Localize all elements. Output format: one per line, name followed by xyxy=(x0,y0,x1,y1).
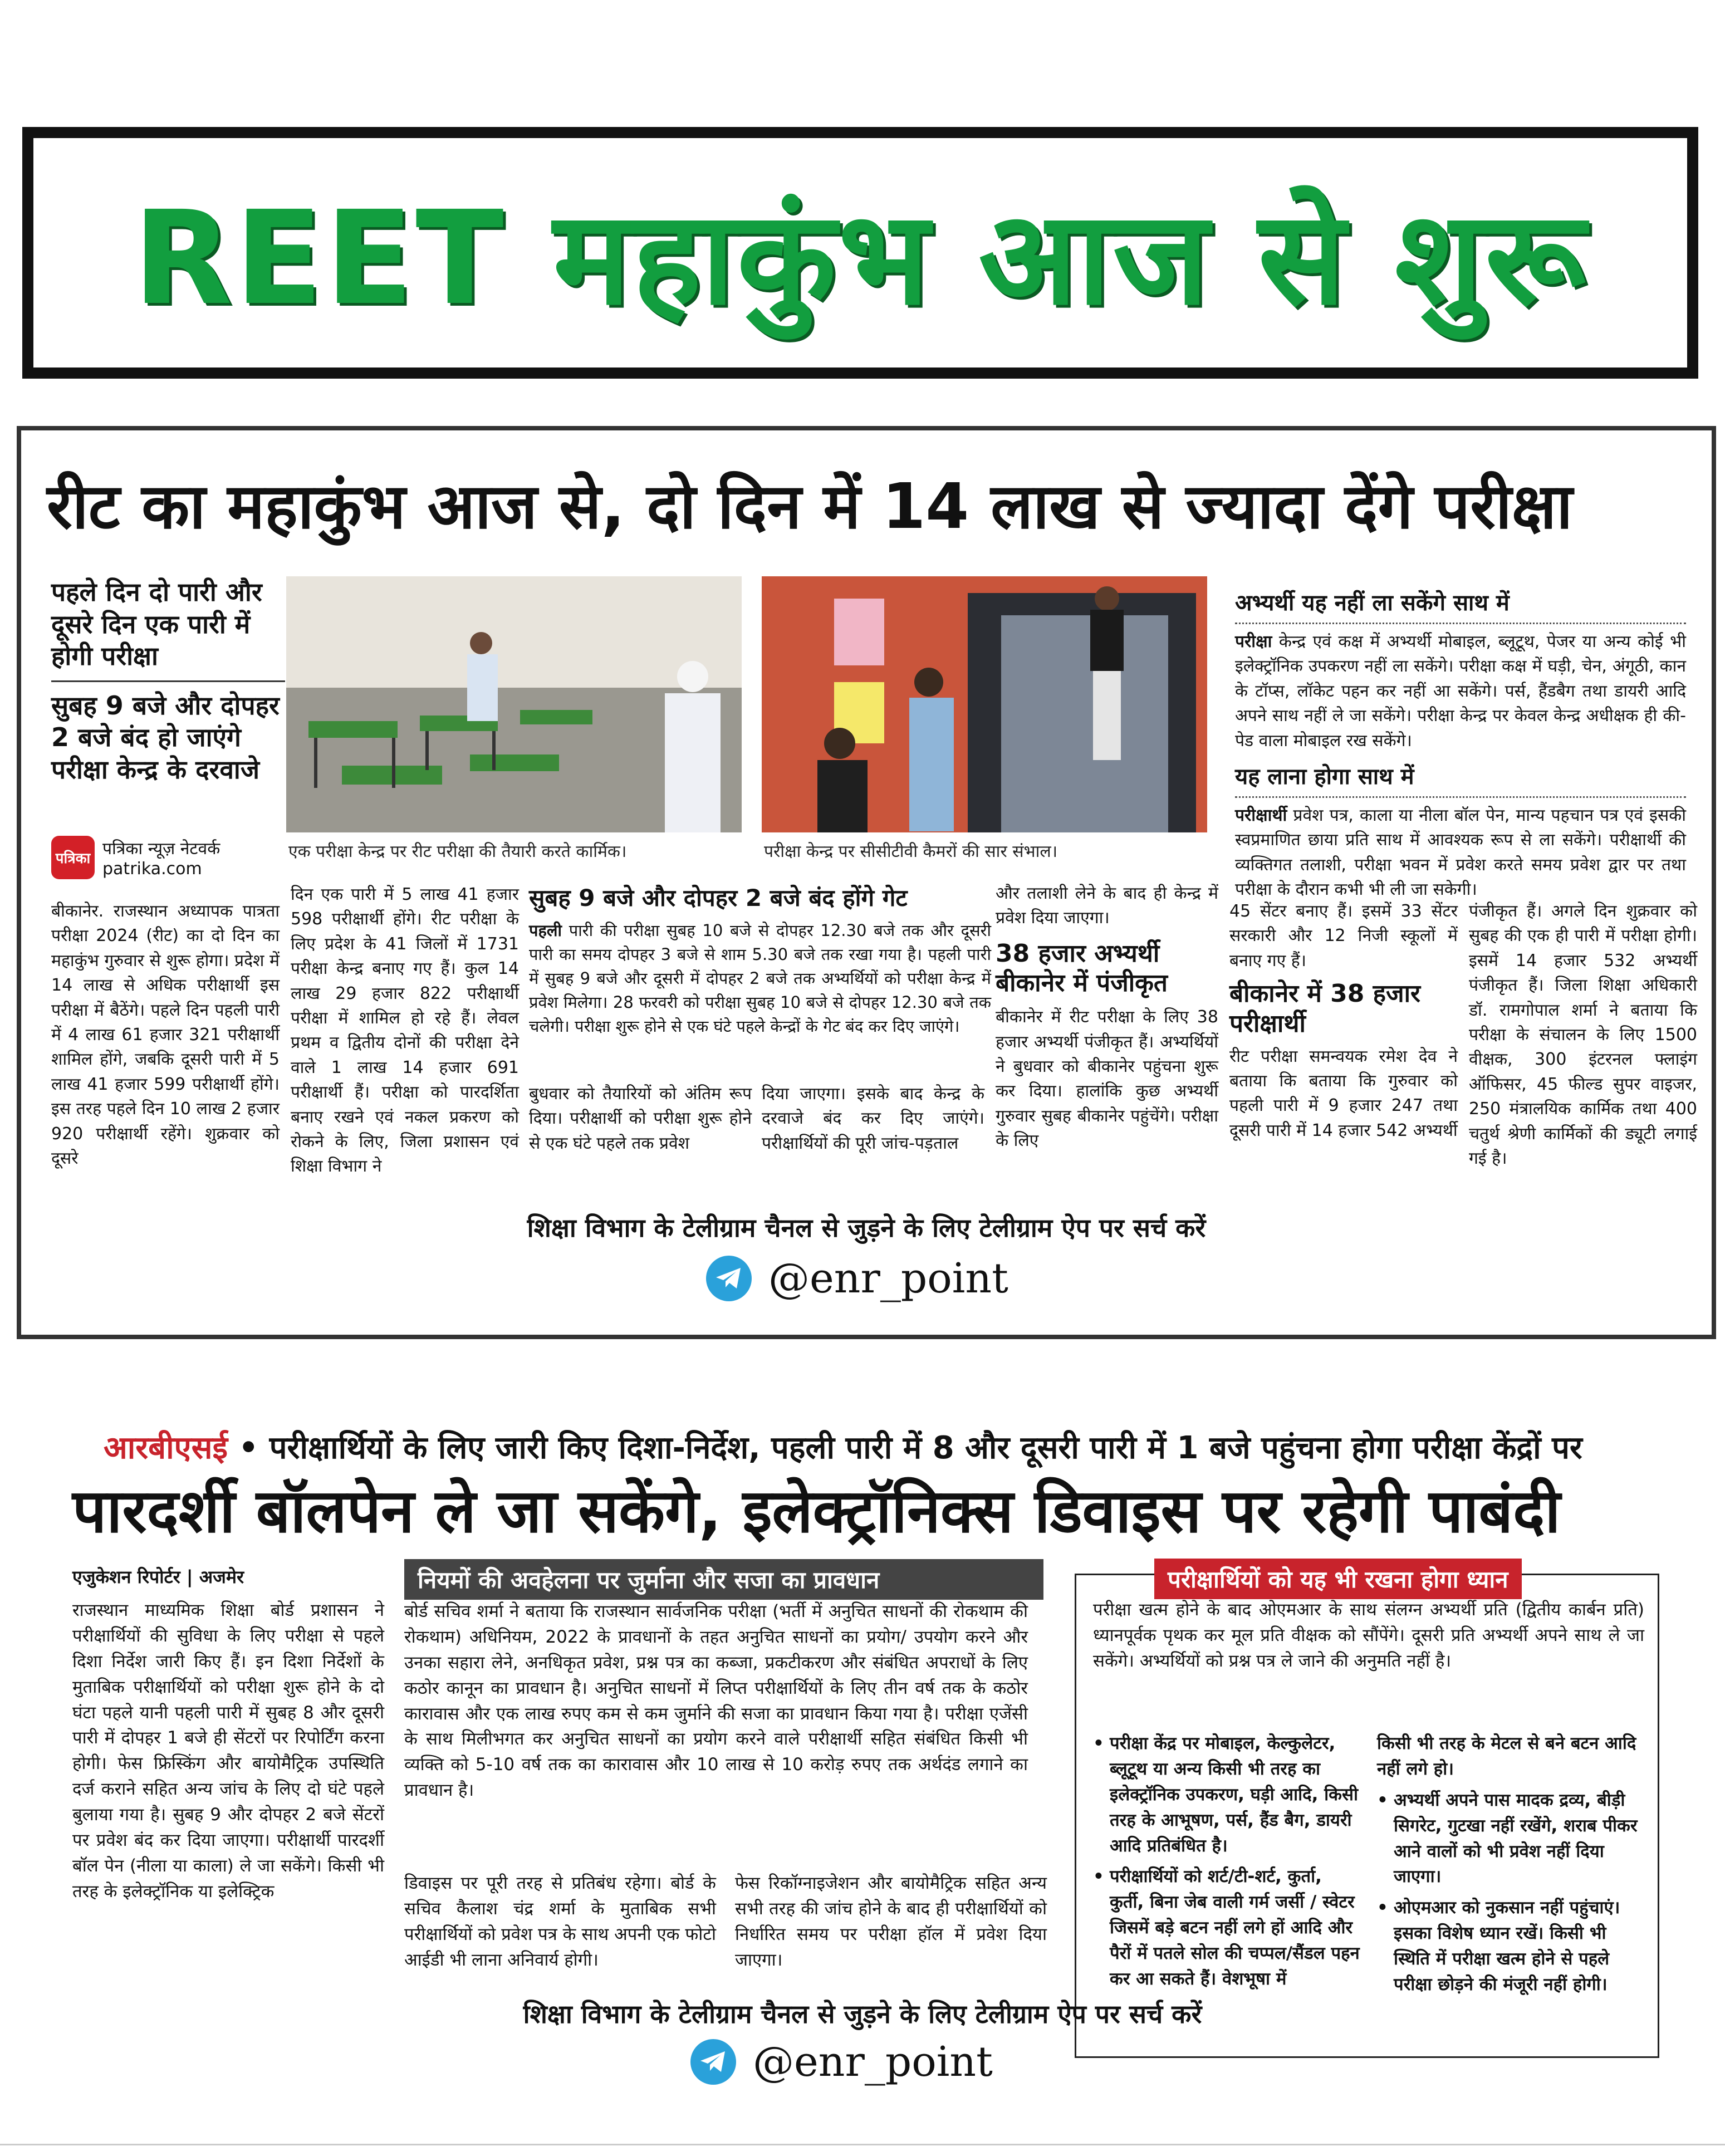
col5-head: 38 हजार अभ्यर्थी बीकानेर में पंजीकृत xyxy=(996,939,1168,998)
clip2-col-1: राजस्थान माध्यमिक शिक्षा बोर्ड प्रशासन ने परीक्षार्थियों की सुविधा के लिए परीक्षा से पहले दिशा निर्देश जारी किए हैं। इन दिशा निर्देशों के मुताबिक परीक्षार्थियों को परीक्षा शुरू होने के दो घंटा पहले यानी पहली पारी में सुबह 8 और दूसरी पारी में दोपहर 1 बजे ही सेंटरों पर रिपोर्टिंग करना होगी। फेस फ्रिस्किंग और बायोमैट्रिक उपस्थिति दर्ज कराने सहित अन्य जांच के लिए दो घंटे पहले बुलाया गया है। सुबह 9 और दोपहर 2 बजे सेंटरों पर प्रवेश बंद कर दिया जाएगा। परीक्षार्थी पारदर्शी बॉल पेन (नीला या काला) ले जा सकेंगे। किसी भी तरह के इलेक्ट्रॉनिक या इलेक्ट्रिक xyxy=(72,1600,384,1902)
lead-word: परीक्षार्थी xyxy=(1235,805,1287,825)
title-banner xyxy=(22,127,1698,379)
right-text-2 xyxy=(1235,803,1686,903)
text: केन्द्र एवं कक्ष में अभ्यर्थी मोबाइल, ब्लूटूथ, पेजर या अन्य कोई भी इलेक्ट्रॉनिक उपकरण नहीं ला सकेंगे। परीक्षा कक्ष में घड़ी, चेन, अंगूठी, कान के टॉप्स, लॉकेट पहन कर नहीं आ सकेंगे। पर्स, हैंडबैग तथा डायरी आदि अपने साथ नहीं ले जा सकेंगे। परीक्षा केन्द्र पर केवल केन्द्र अधीक्षक ही की-पेड वाला मोबाइल रख सकेंगे। xyxy=(1235,632,1686,751)
news-clipping-patrika xyxy=(17,426,1716,1339)
bullet-item: • ओएमआर को नुकसान नहीं पहुंचाएं। इसका विशेष ध्यान रखें। किसी भी स्थिति में परीक्षा खत्म होने से पहले परीक्षा छोड़ने की मंजूरी नहीं होगी। xyxy=(1377,1895,1644,1998)
col5-text: बीकानेर में रीट परीक्षा के लिए 38 हजार अभ्यर्थी पंजीकृत हैं। अभ्यर्थियों ने बुधवार को बीकानेर पहुंचना शुरू कर दिया। हालांकि कुछ अभ्यर्थी गुरुवार सुबह बीकानेर पहुंचेंगे। परीक्षा के लिए xyxy=(996,1007,1218,1151)
col6-text: रीट परीक्षा समन्वयक रमेश देव ने बताया कि बताया कि गुरुवार को पहली पारी में 9 हजार 247 तथा दूसरी पारी में 14 हजार 542 अभ्यर्थी xyxy=(1229,1046,1458,1140)
divider xyxy=(1235,623,1686,624)
cctv-illustration xyxy=(762,576,1207,832)
right-bar: परीक्षार्थियों को यह भी रखना होगा ध्यान xyxy=(1154,1559,1522,1599)
clip2-byline: एजुकेशन रिपोर्टर | अजमेर xyxy=(72,1566,244,1587)
lead-word: पहली xyxy=(529,921,562,940)
photo1-caption: एक परीक्षा केन्द्र पर रीट परीक्षा की तैयारी करते कार्मिक। xyxy=(288,842,627,861)
site-name: patrika.com xyxy=(102,859,202,879)
bullet-item: • परीक्षा केंद्र पर मोबाइल, केल्कुलेटर, ब्लूटूथ या अन्य किसी भी तरह का इलेक्ट्रॉनिक उपकरण, घड़ी आदि, किसी तरह के आभूषण, पर्स, हैंड बैग, डायरी आदि प्रतिबंधित है। xyxy=(1093,1731,1360,1859)
clip2-right-box xyxy=(1075,1566,1659,2058)
kicker-bullet: • xyxy=(227,1430,269,1466)
telegram-handle[interactable]: @enr_point xyxy=(768,1255,1008,1302)
telegram-handle[interactable]: @enr_point xyxy=(753,2038,993,2086)
clip2-cta: शिक्षा विभाग के टेलीग्राम चैनल से जुड़ने के लिए टेलीग्राम ऐप पर सर्च करें xyxy=(523,1999,1202,2029)
mid-head: सुबह 9 बजे और दोपहर 2 बजे बंद होंगे गेट xyxy=(529,884,908,912)
bullets-right xyxy=(1377,1731,1644,2003)
clip1-col-4: दिया जाएगा। इसके बाद केन्द्र के दरवाजे बंद कर दिए जाएंगे। परीक्षार्थियों की पूरी जांच-पड़ताल xyxy=(762,1084,984,1153)
clip1-col-7: पंजीकृत हैं। अगले दिन शुक्रवार को सुबह की एक ही पारी में परीक्षा होगी। इसमें 14 हजार 532 अभ्यर्थी पंजीकृत हैं। जिला शिक्षा अधिकारी डॉ. रामगोपाल शर्मा ने बताया कि परीक्षा के संचालन के लिए 1500 वीक्षक, 300 इंटरनल फ्लाइंग ऑफिसर, 45 फील्ड सुपर वाइजर, 250 मंत्रालयिक कार्मिक तथा 400 चतुर्थ श्रेणी कार्मिकों की ड्यूटी लगाई गई है। xyxy=(1469,901,1697,1168)
clip2-mid-text: बोर्ड सचिव शर्मा ने बताया कि राजस्थान सार्वजनिक परीक्षा (भर्ती में अनुचित साधनों की रोकथाम की रोकथाम) अधिनियम, 2022 के प्रावधानों के तहत अनुचित साधनों का प्रयोग/ उपयोग करने और उनका सहारा लेने, अनधिकृत प्रवेश, प्रश्न पत्र का कब्जा, प्रकटीकरण और संबंधित अपराधों के लिए कठोर कानून का प्रावधान है। अनुचित साधनों में लिप्त परीक्षार्थियों के लिए तीन वर्ष तक के कठोर कारावास और एक लाख रुपए कम से कम जुर्माने की सजा का प्रावधान किया गया है। परीक्षा एजेंसी के साथ मिलीभगत कर अनुचित साधनों का प्रयोग करने वाले परीक्षार्थी सहित संबंधित किसी भी व्यक्ति को 5-10 वर्ष तक का कारावास और 10 लाख से 10 करोड़ रुपए तक अर्थदंड लगाने का प्रावधान है। xyxy=(404,1601,1028,1801)
bullets-left xyxy=(1093,1731,1360,1998)
side-head-1: पहले दिन दो पारी और दूसरे दिन एक पारी में होगी परीक्षा xyxy=(51,577,262,671)
patrika-credit xyxy=(51,836,220,879)
divider xyxy=(51,680,285,682)
clip2-col-2: डिवाइस पर पूरी तरह से प्रतिबंध रहेगा। बोर्ड के सचिव कैलाश चंद्र शर्मा के मुताबिक सभी परीक्षार्थियों को प्रवेश पत्र के साथ अपनी एक फोटो आईडी भी लाना अनिवार्य होगी। xyxy=(404,1873,716,1970)
photo-cctv xyxy=(762,576,1207,832)
classroom-illustration xyxy=(286,576,742,832)
clip2-col-3: फेस रिकॉग्नाइजेशन और बायोमैट्रिक सहित अन्य सभी तरह की जांच होने के बाद ही परीक्षार्थियों को निर्धारित समय पर परीक्षा हॉल में प्रवेश दिया जाएगा। xyxy=(735,1873,1047,1970)
kicker-text: परीक्षार्थियों के लिए जारी किए दिशा-निर्देश, पहली पारी में 8 और दूसरी पारी में 1 बजे पहुंचना होगा परीक्षा केंद्रों पर xyxy=(269,1430,1582,1466)
bottom-divider xyxy=(0,2144,1725,2145)
bullet-item: • अभ्यर्थी अपने पास मादक द्रव्य, बीड़ी सिगरेट, गुटखा नहीं रखेंगे, शराब पीकर आने वालों को भी प्रवेश नहीं दिया जाएगा। xyxy=(1377,1788,1644,1890)
bullet-item: • परीक्षार्थियों को शर्ट/टी-शर्ट, कुर्ता, कुर्ती, बिना जेब वाली गर्म जर्सी / स्वेटर जिसमें बड़े बटन नहीं लगे हों आदि और पैरों में पतले सोल की चप्पल/सैंडल पहन कर आ सकते हैं। वेशभूषा में xyxy=(1093,1864,1360,1992)
clip1-col-3: बुधवार को तैयारियों को अंतिम रूप दिया। परीक्षार्थी को परीक्षा शुरू होने से एक घंटे पहले तक प्रवेश xyxy=(529,1084,752,1153)
text: प्रवेश पत्र, काला या नीला बॉल पेन, मान्य पहचान पत्र एवं इसकी स्वप्रमाणित छाया प्रति साथ में आवश्यक रूप से ला सकेंगे। परीक्षार्थी की व्यक्तिगत तलाशी, परीक्षा भवन में प्रवेश करते समय प्रवेश द्वार पर तथा परीक्षा के दौरान कभी भी ली जा सकेगी। xyxy=(1235,805,1686,900)
mid-text xyxy=(529,919,991,1038)
col5-top: और तलाशी लेने के बाद ही केन्द्र में प्रवेश दिया जाएगा। xyxy=(996,884,1218,928)
patrika-logo: पत्रिका xyxy=(51,836,95,879)
right-head-2: यह लाना होगा साथ में xyxy=(1235,763,1414,790)
divider xyxy=(1235,796,1686,798)
kicker-label: आरबीएसई xyxy=(104,1430,228,1466)
clip1-telegram[interactable] xyxy=(706,1255,1008,1302)
clip1-headline: रीट का महाकुंभ आज से, दो दिन में 14 लाख से ज्यादा देंगे परीक्षा xyxy=(47,471,1573,543)
clip1-col-2: दिन एक पारी में 5 लाख 41 हजार 598 परीक्षार्थी होंगे। रीट परीक्षा के लिए प्रदेश के 41 जिलों में 1731 परीक्षा केन्द्र बनाए गए हैं। कुल 14 लाख 29 हजार 822 परीक्षार्थी परीक्षा में शामिल हो रहे हैं। लेवल प्रथम व द्वितीय दोनों की परीक्षा देने वाले 1 लाख 14 हजार 691 परीक्षार्थी हैं। परीक्षा को पारदर्शिता बनाए रखने एवं नकल प्रकरण को रोकने के लिए, जिला प्रशासन एवं शिक्षा विभाग ने xyxy=(291,885,519,1177)
photo-classroom xyxy=(286,576,742,832)
right-intro: परीक्षा खत्म होने के बाद ओएमआर के साथ संलग्न अभ्यर्थी प्रति (द्वितीय कार्बन प्रति) ध्यानपूर्वक पृथक कर मूल प्रति वीक्षक को सौंपेंगे। दूसरी प्रति अभ्यर्थी अपने साथ ले जा सकेंगे। अभ्यर्थियों को प्रश्न पत्र ले जाने की अनुमति नहीं है। xyxy=(1093,1600,1644,1671)
right-text-1 xyxy=(1235,630,1686,753)
col6-head: बीकानेर में 38 हजार परीक्षार्थी xyxy=(1229,979,1421,1038)
clip1-col-6 xyxy=(1229,899,1458,1161)
mid-story xyxy=(529,881,991,1038)
lead-word: परीक्षा xyxy=(1235,632,1272,651)
col6-top: 45 सेंटर बनाए हैं। इसमें 33 सेंटर सरकारी और 12 निजी स्कूलों में बनाए गए हैं। xyxy=(1229,901,1458,971)
clip1-col-5 xyxy=(996,881,1218,1160)
clip2-mid-bar: नियमों की अवहेलना पर जुर्माना और सजा का प्रावधान xyxy=(404,1559,1043,1600)
telegram-icon xyxy=(706,1256,752,1301)
bullet-continued: किसी भी तरह के मेटल से बने बटन आदि नहीं लगे हो। xyxy=(1377,1733,1636,1779)
bullet-list xyxy=(1377,1788,1644,1998)
side-head-2: सुबह 9 बजे और दोपहर 2 बजे बंद हो जाएंगे परीक्षा केन्द्र के दरवाजे xyxy=(51,690,280,785)
clip2-telegram[interactable] xyxy=(690,2038,993,2086)
clip1-cta: शिक्षा विभाग के टेलीग्राम चैनल से जुड़ने के लिए टेलीग्राम ऐप पर सर्च करें xyxy=(527,1213,1206,1243)
clip2-headline: पारदर्शी बॉलपेन ले जा सकेंगे, इलेक्ट्रॉनिक्स डिवाइस पर रहेगी पाबंदी xyxy=(72,1477,1561,1546)
photo2-caption: परीक्षा केन्द्र पर सीसीटीवी कैमरों की सार संभाल। xyxy=(764,842,1058,861)
clip1-side-heads xyxy=(51,576,285,838)
right-head-1: अभ्यर्थी यह नहीं ला सकेंगे साथ में xyxy=(1235,590,1510,616)
banner-title: REET महाकुंभ आज से शुरू xyxy=(133,183,1588,334)
text: पारी की परीक्षा सुबह 10 बजे से दोपहर 12.30 बजे तक और दूसरी पारी का समय दोपहर 3 बजे से शाम 5.30 बजे तक रखा गया है। पहली पारी में सुबह 9 बजे और दूसरी में दोपहर 2 बजे तक अभ्यर्थियों को परीक्षा केन्द्र में प्रवेश मिलेगा। 28 फरवरी को परीक्षा सुबह 10 बजे से दोपहर 12.30 बजे तक चलेगी। परीक्षा शुरू होने से एक घंटे पहले केन्द्रों के गेट बंद कर दिए जाएंगे। xyxy=(529,921,991,1036)
telegram-icon xyxy=(690,2039,736,2085)
clip2-kicker xyxy=(104,1425,1582,1468)
network-name: पत्रिका न्यूज़ नेटवर्क xyxy=(102,839,220,859)
clip1-col-1: बीकानेर. राजस्थान अध्यापक पात्रता परीक्षा 2024 (रीट) का दो दिन का महाकुंभ गुरुवार से शुरू होगा। प्रदेश में 14 लाख से अधिक परीक्षार्थी इस परीक्षा में बैठेंगे। पहले दिन पहली पारी में 4 लाख 61 हजार 321 परीक्षार्थी शामिल होंगे, जबकि दूसरी पारी में 5 लाख 41 हजार 599 परीक्षार्थी होंगे। इस तरह पहले दिन 10 लाख 2 हजार 920 परीक्षार्थी रहेंगे। शुक्रवार को दूसरे xyxy=(51,901,280,1168)
clip1-right-box xyxy=(1235,586,1686,900)
